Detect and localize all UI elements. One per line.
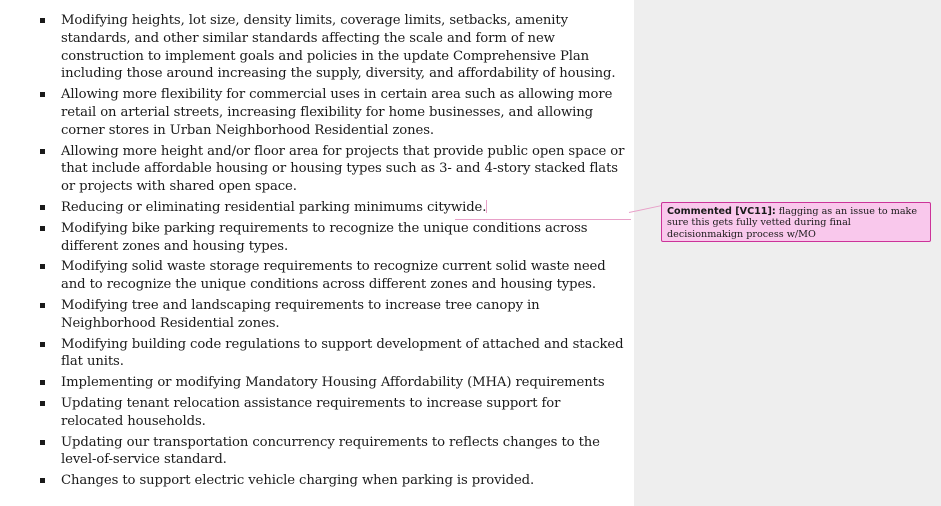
list-item-text: Modifying tree and landscaping requirements to increase tree canopy in Neighborhood Residential zones. bbox=[61, 297, 540, 331]
bullet-square-icon bbox=[40, 401, 45, 406]
list-item-text: Changes to support electric vehicle charging when parking is provided. bbox=[61, 473, 535, 489]
list-item[interactable] bbox=[38, 297, 626, 333]
comment-balloon[interactable] bbox=[661, 202, 931, 242]
bullet-square-icon bbox=[40, 205, 45, 210]
comment-author-label: Commented [VC11]: bbox=[667, 206, 776, 217]
commented-text: Reducing or eliminating residential parking minimums citywide. bbox=[61, 199, 487, 215]
list-item[interactable] bbox=[38, 258, 626, 294]
list-item-text: Implementing or modifying Mandatory Housing Affordability (MHA) requirements bbox=[61, 375, 605, 391]
bullet-square-icon bbox=[40, 303, 45, 308]
bullet-square-icon bbox=[40, 478, 45, 483]
bullet-square-icon bbox=[40, 149, 45, 154]
comment-connector-line bbox=[455, 219, 631, 220]
list-item[interactable] bbox=[38, 336, 626, 372]
list-item[interactable] bbox=[38, 199, 626, 217]
list-item-text: Modifying heights, lot size, density limits, coverage limits, setbacks, amenity standards, and other similar standards affecting the scale and form of new construction to implement goals and policies in the update Comprehensive Plan including those around increasing the supply, diversity, and affordability of housing. bbox=[61, 13, 616, 82]
list-item[interactable] bbox=[38, 374, 626, 392]
bullet-square-icon bbox=[40, 92, 45, 97]
list-item[interactable] bbox=[38, 220, 626, 256]
bullet-list bbox=[38, 12, 626, 493]
comment-anchor-mark bbox=[486, 200, 487, 213]
list-item-text: Allowing more flexibility for commercial uses in certain area such as allowing more retail on arterial streets, increasing flexibility for home businesses, and allowing corner stores in Urban Neighborhood Residential zones. bbox=[61, 87, 613, 138]
bullet-square-icon bbox=[40, 264, 45, 269]
list-item[interactable] bbox=[38, 434, 626, 470]
list-item-text: Updating tenant relocation assistance requirements to increase support for relocated households. bbox=[61, 395, 561, 429]
list-item-text: Modifying bike parking requirements to recognize the unique conditions across different zones and housing types. bbox=[61, 220, 588, 254]
list-item[interactable] bbox=[38, 143, 626, 196]
list-item[interactable] bbox=[38, 395, 626, 431]
list-item-text: Updating our transportation concurrency requirements to reflects changes to the level-of-service standard. bbox=[61, 434, 600, 468]
bullet-square-icon bbox=[40, 18, 45, 23]
list-item-text: Allowing more height and/or floor area for projects that provide public open space or that include affordable housing or housing types such as 3- and 4-story stacked flats or projects with shared open space. bbox=[61, 143, 625, 195]
bullet-square-icon bbox=[40, 226, 45, 231]
comment-text: flagging as an issue to make sure this gets fully vetted during final decisionmakign process w/MO bbox=[667, 206, 918, 240]
list-item[interactable] bbox=[38, 86, 626, 139]
list-item[interactable] bbox=[38, 472, 626, 490]
list-item[interactable] bbox=[38, 12, 626, 83]
bullet-square-icon bbox=[40, 342, 45, 347]
list-item-text: Modifying solid waste storage requirements to recognize current solid waste need and to recognize the unique conditions across different zones and housing types. bbox=[61, 259, 606, 293]
bullet-square-icon bbox=[40, 380, 45, 385]
bullet-square-icon bbox=[40, 440, 45, 445]
list-item-text: Modifying building code regulations to support development of attached and stacked flat units. bbox=[61, 336, 624, 370]
markup-pane bbox=[634, 0, 941, 506]
